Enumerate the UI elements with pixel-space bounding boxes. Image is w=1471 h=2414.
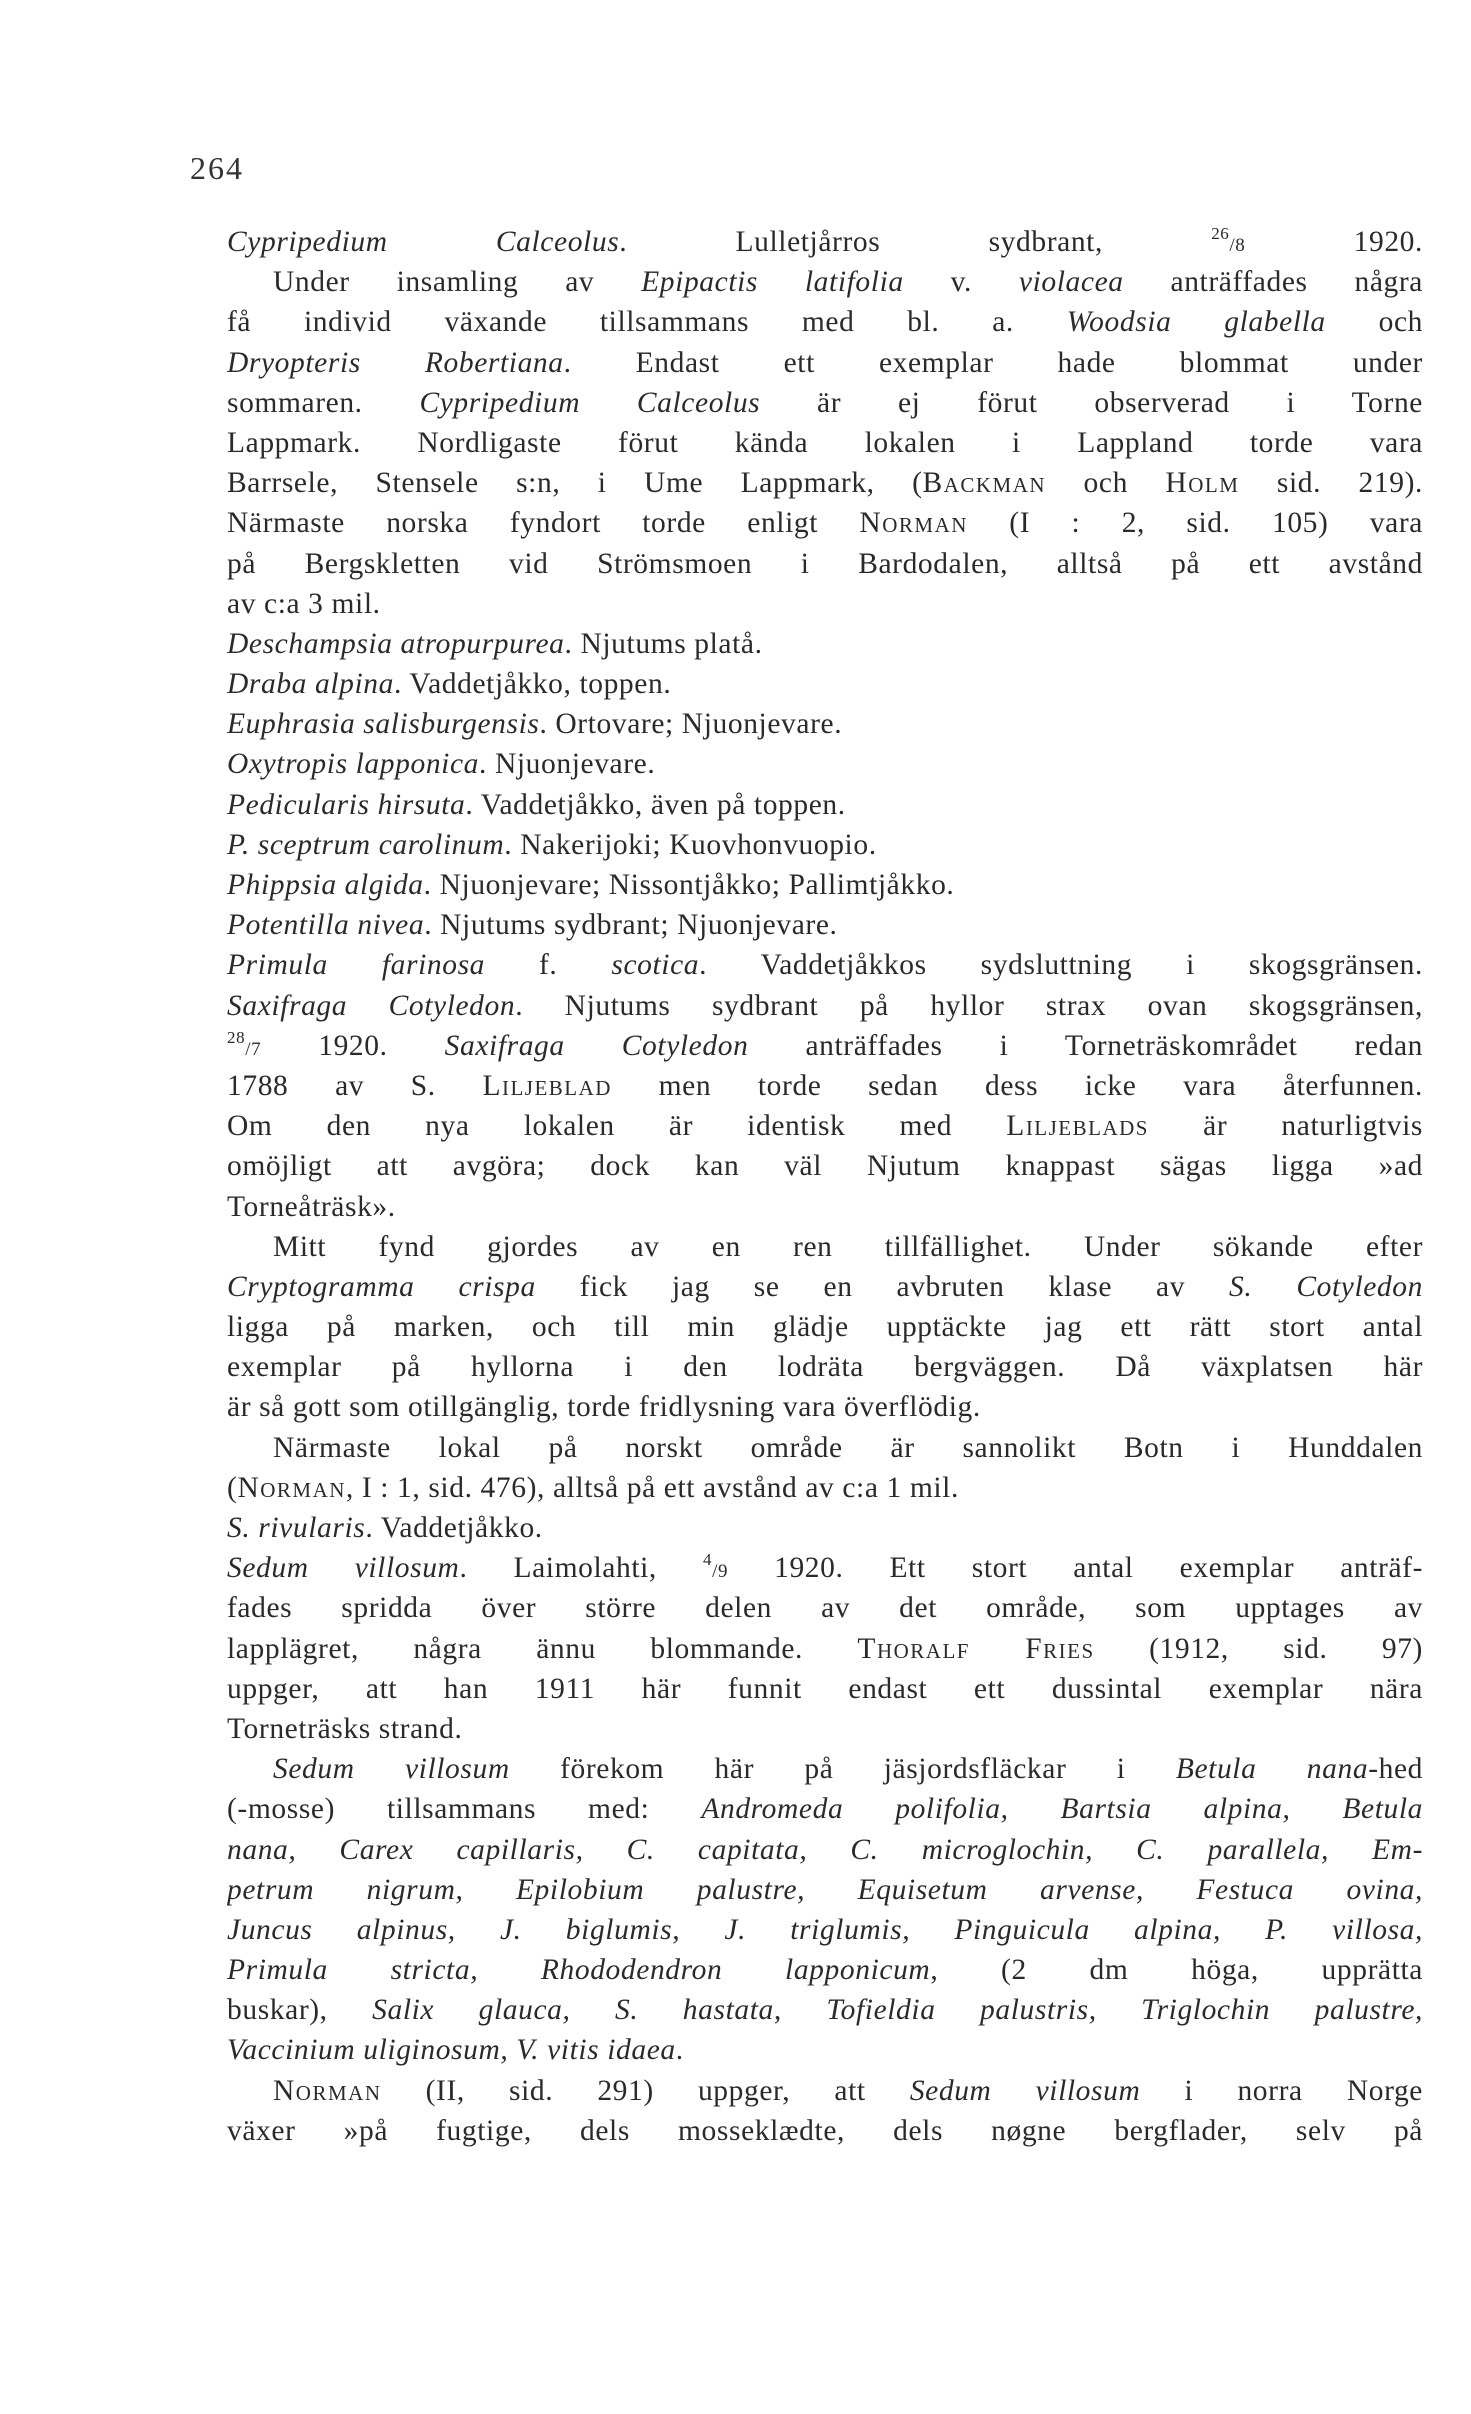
text-line-l38 [227, 1709, 1423, 1749]
text-line-l15 [227, 785, 1423, 825]
text-line-l17 [227, 865, 1423, 905]
text-line-l19 [227, 945, 1423, 985]
text-line-l29 [227, 1347, 1423, 1387]
text-line-l39 [227, 1749, 1423, 1789]
author-name: Liljeblads [1006, 1110, 1149, 1143]
text-line-l33 [227, 1508, 1423, 1548]
text-segment: 1920. [261, 1029, 445, 1062]
text-line-l21 [227, 1026, 1423, 1066]
italic-text: Draba alpina [227, 668, 395, 701]
text-line-l08 [227, 503, 1423, 543]
text-line-l05 [227, 383, 1423, 423]
italic-text: Phippsia algida [227, 869, 424, 901]
text-segment: lapplägret, några ännu blommande. [227, 1632, 858, 1665]
text-line-l22 [227, 1066, 1423, 1106]
text-line-l45 [227, 1990, 1423, 2030]
text-segment: . Vaddetjåkko. [365, 1512, 543, 1544]
text-line-l18 [227, 905, 1423, 945]
text-segment: sid. 219). [1239, 467, 1423, 500]
italic-text: Euphrasia salisburgensis [227, 708, 540, 741]
text-segment: 4 [702, 1550, 713, 1570]
text-line-l47 [227, 2071, 1423, 2111]
italic-text: Sedum villosum [273, 1753, 510, 1786]
text-segment: 28 [227, 1027, 246, 1047]
text-segment: . Lulletjårros sydbrant, [619, 226, 1212, 258]
text-segment: exemplar på hyllorna i den lodräta bergväggen. Då växplatsen här [227, 1351, 1423, 1384]
text-segment: 26 [1211, 224, 1230, 243]
text-segment: . Endast ett exemplar hade blommat under [563, 346, 1423, 379]
text-segment: Mitt fynd gjordes av en ren tillfällighet. Under sökande efter [273, 1230, 1423, 1263]
text-segment: , (2 dm höga, upprätta [930, 1954, 1423, 1987]
text-segment: /8 [1229, 235, 1246, 256]
text-segment: ( [227, 1471, 238, 1504]
text-line-l30 [227, 1387, 1423, 1427]
author-name: Norman [273, 2074, 382, 2107]
text-line-l27 [227, 1267, 1423, 1307]
text-line-l37 [227, 1669, 1423, 1709]
italic-text: Sedum villosum [227, 1552, 460, 1585]
text-segment: . Vaddetjåkko, toppen. [394, 668, 672, 701]
italic-text: scotica [611, 949, 700, 982]
italic-text: Vaccinium uliginosum, V. vitis idaea [227, 2034, 676, 2067]
italic-text: nana, Carex capillaris, C. capitata, C. microglochin, C. parallela, Em- [227, 1833, 1423, 1866]
text-segment: . Njuonjevare. [479, 748, 656, 781]
text-segment: växer »på fugtige, dels mosseklædte, dels nøgne bergflader, selv på [227, 2114, 1423, 2147]
text-segment: (II, sid. 291) uppger, att [381, 2074, 910, 2107]
text-segment: är ej förut observerad i Torne [760, 386, 1423, 419]
text-segment: Närmaste norska fyndort torde enligt [227, 507, 860, 540]
text-line-l14 [227, 744, 1423, 784]
italic-text: Cypripedium Calceolus [419, 386, 761, 419]
text-line-l35 [227, 1588, 1423, 1628]
italic-text: P. sceptrum carolinum [227, 828, 505, 861]
text-line-l34 [227, 1548, 1423, 1588]
italic-text: Deschampsia atropurpurea [227, 627, 565, 660]
text-line-l40 [227, 1789, 1423, 1829]
text-segment: omöjligt att avgöra; dock kan väl Njutum knappast sägas ligga »ad [227, 1150, 1423, 1183]
text-line-l10 [227, 584, 1423, 624]
italic-text: Dryopteris Robertiana [227, 346, 564, 379]
italic-text: Potentilla nivea [227, 909, 425, 942]
author-name: Thoralf Fries [857, 1632, 1095, 1665]
text-segment: . Njutums platå. [564, 627, 763, 660]
italic-text: Woodsia glabella [1066, 306, 1326, 339]
text-segment: Lappmark. Nordligaste förut kända lokalen i Lappland torde vara [227, 426, 1423, 459]
text-segment: /9 [712, 1561, 729, 1583]
text-line-l28 [227, 1307, 1423, 1347]
author-name: Holm [1165, 467, 1240, 500]
text-segment: (-mosse) tillsammans med: [227, 1793, 702, 1826]
text-line-l23 [227, 1106, 1423, 1146]
text-segment: är naturligtvis [1148, 1110, 1423, 1143]
text-segment: och [1325, 306, 1423, 339]
italic-text: Saxifraga Cotyledon [444, 1029, 749, 1062]
text-segment: anträffades några [1123, 266, 1423, 299]
text-line-l03 [227, 302, 1423, 342]
text-segment: Under insamling av [273, 266, 642, 299]
text-line-l02 [227, 262, 1423, 302]
text-line-l43 [227, 1910, 1423, 1950]
text-segment: (I : 2, sid. 105) vara [967, 507, 1423, 540]
text-line-l31 [227, 1428, 1423, 1468]
text-segment: . Ortovare; Njuonjevare. [539, 708, 843, 741]
text-segment: . Njutums sydbrant; Njuonjevare. [424, 909, 838, 942]
text-segment: på Bergskletten vid Strömsmoen i Bardodalen, alltså på ett avstånd [227, 547, 1423, 580]
text-segment: men torde sedan dess icke vara återfunnen. [611, 1069, 1423, 1102]
text-line-l26 [227, 1227, 1423, 1267]
text-segment: uppger, att han 1911 här funnit endast ett dussintal exemplar nära [227, 1672, 1423, 1705]
text-segment: -hed [1368, 1753, 1423, 1786]
italic-text: Pedicularis hirsuta [227, 788, 466, 821]
text-segment: av c:a 3 mil. [227, 587, 381, 620]
italic-text: Andromeda polifolia, Bartsia alpina, Betula [701, 1793, 1423, 1826]
text-line-l24 [227, 1146, 1423, 1186]
italic-text: Epipactis latifolia [641, 266, 904, 299]
italic-text: Salix glauca, S. hastata, Tofieldia palustris, Triglochin palustre, [372, 1994, 1423, 2027]
text-segment: . Laimolahti, [459, 1552, 703, 1585]
italic-text: Oxytropis lapponica [227, 748, 480, 781]
text-segment: är så gott som otillgänglig, torde fridlysning vara överflödig. [227, 1391, 981, 1424]
text-line-l09 [227, 544, 1423, 584]
text-line-l04 [227, 343, 1423, 383]
text-segment: Barrsele, Stensele s:n, i Ume Lappmark, ( [227, 467, 923, 500]
text-segment: f. [485, 949, 612, 982]
text-line-l20 [227, 986, 1423, 1026]
text-segment: /7 [245, 1038, 262, 1060]
italic-text: Saxifraga Cotyledon [227, 989, 516, 1022]
text-segment: . Njuonjevare; Nissontjåkko; Pallimtjåkko. [423, 869, 955, 901]
text-segment: . Nakerijoki; Kuovhonvuopio. [504, 828, 877, 861]
author-name: Liljeblad [482, 1069, 612, 1102]
body-text [227, 222, 1423, 2151]
text-segment: och [1046, 467, 1166, 500]
text-line-l42 [227, 1870, 1423, 1910]
text-line-l36 [227, 1629, 1423, 1669]
text-segment: . [675, 2034, 684, 2067]
text-line-l12 [227, 664, 1423, 704]
text-segment: buskar), [227, 1994, 373, 2027]
text-segment: fick jag se en avbruten klase av [535, 1270, 1230, 1303]
italic-text: Cypripedium Calceolus [227, 226, 620, 258]
text-segment: ligga på marken, och till min glädje upptäckte jag ett rätt stort antal [227, 1311, 1423, 1344]
text-segment: 1920. [1245, 226, 1423, 258]
text-line-l01 [227, 222, 1423, 262]
text-segment: Torneåträsk». [227, 1190, 396, 1223]
page-number: 264 [190, 150, 244, 186]
text-line-l11 [227, 624, 1423, 664]
italic-text: Cryptogramma crispa [227, 1270, 536, 1303]
text-segment: 1920. Ett stort antal exemplar anträf- [728, 1552, 1423, 1585]
author-name: Norman [859, 507, 968, 540]
text-segment: få individ växande tillsammans med bl. a. [227, 306, 1067, 339]
text-line-l07 [227, 463, 1423, 503]
text-segment: . Vaddetjåkko, även på toppen. [465, 788, 846, 821]
italic-text: Sedum villosum [909, 2074, 1141, 2107]
text-line-l48 [227, 2111, 1423, 2151]
text-segment: i norra Norge [1140, 2074, 1423, 2107]
text-segment: (1912, sid. 97) [1094, 1632, 1423, 1665]
author-name: Backman [922, 467, 1047, 500]
italic-text: Primula stricta, Rhododendron lapponicum [227, 1954, 931, 1987]
text-segment: förekom här på jäsjordsfläckar i [509, 1753, 1176, 1786]
text-segment: anträffades i Torneträskområdet redan [748, 1029, 1423, 1062]
italic-text: Primula farinosa [227, 949, 486, 982]
text-segment: . Njutums sydbrant på hyllor strax ovan skogsgränsen, [515, 989, 1423, 1022]
text-line-l06 [227, 423, 1423, 463]
italic-text: S. rivularis [227, 1512, 366, 1544]
italic-text: petrum nigrum, Epilobium palustre, Equisetum arvense, Festuca ovina, [227, 1873, 1423, 1906]
text-segment: . Vaddetjåkkos sydsluttning i skogsgränsen. [699, 949, 1423, 982]
italic-text: Betula nana [1175, 1753, 1369, 1786]
italic-text: violacea [1018, 266, 1124, 299]
text-line-l25 [227, 1187, 1423, 1227]
text-segment: 1788 av S. [227, 1069, 483, 1102]
text-segment: v. [903, 266, 1019, 299]
text-line-l41 [227, 1830, 1423, 1870]
text-line-l13 [227, 704, 1423, 744]
text-line-l46 [227, 2030, 1423, 2070]
text-line-l44 [227, 1950, 1423, 1990]
italic-text: Juncus alpinus, J. biglumis, J. triglumis, Pinguicula alpina, P. villosa, [227, 1913, 1423, 1946]
text-segment: Torneträsks strand. [227, 1712, 463, 1745]
text-segment: Om den nya lokalen är identisk med [227, 1110, 1007, 1143]
text-segment: Närmaste lokal på norskt område är sannolikt Botn i Hunddalen [273, 1431, 1423, 1464]
text-line-l16 [227, 825, 1423, 865]
text-segment: fades spridda över större delen av det område, som upptages av [227, 1592, 1423, 1625]
italic-text: S. Cotyledon [1229, 1270, 1423, 1303]
text-segment: , I : 1, sid. 476), alltså på ett avstånd av c:a 1 mil. [345, 1471, 959, 1504]
text-segment: sommaren. [227, 386, 420, 419]
author-name: Norman [237, 1471, 346, 1504]
text-line-l32 [227, 1468, 1423, 1508]
